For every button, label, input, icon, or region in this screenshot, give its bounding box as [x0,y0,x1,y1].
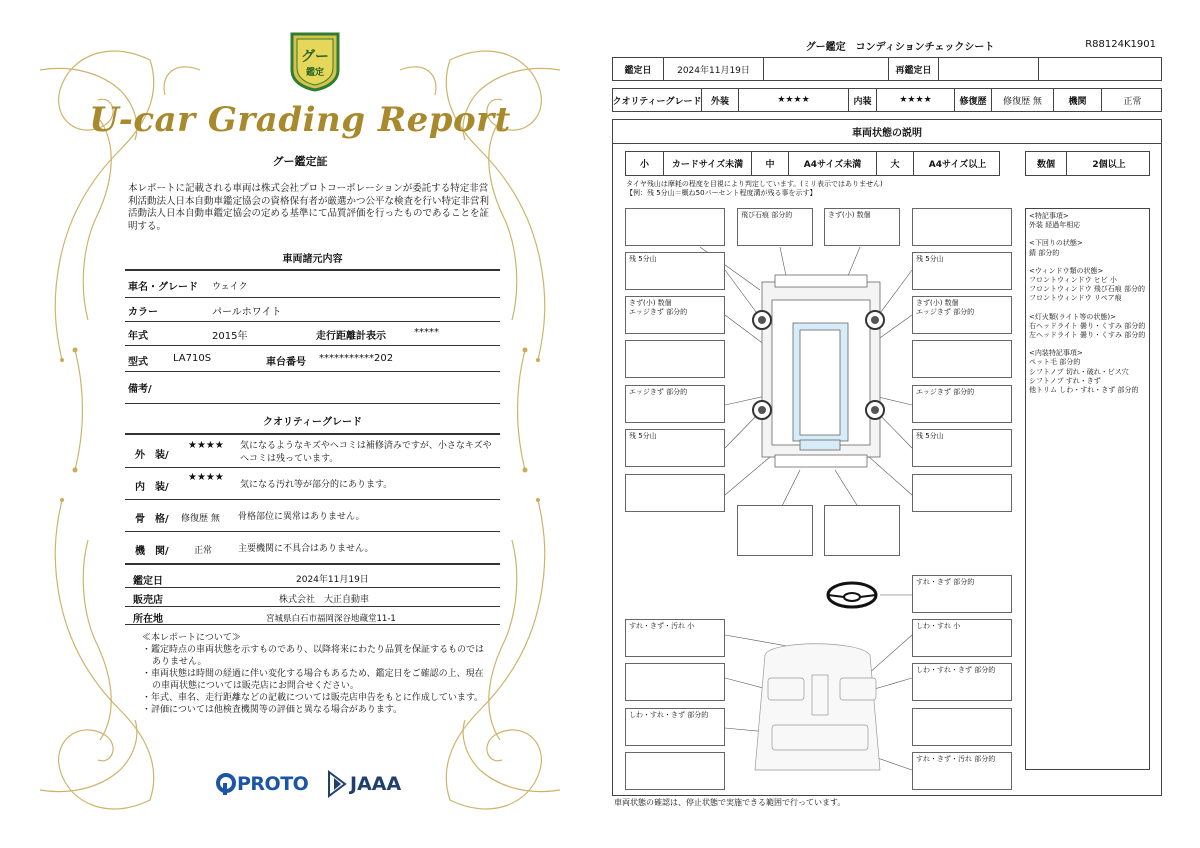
engine-label: 機 関/ [135,546,169,557]
label-box: すれ・きず・汚れ 小 [625,619,725,657]
interior-note: シフトノブ すれ・きず [1029,376,1101,385]
blank-cell [1038,58,1163,80]
interior-heading: <内装特記事項> [1029,349,1083,358]
sheet-title: グー鑑定 コンディションチェックシート [805,42,995,53]
frame-label: 骨 格/ [135,514,169,525]
label-box: すれ・きず 部分的 [912,575,1012,613]
label-box: 残 5分山 [912,252,1012,290]
label-box [625,208,725,246]
interior-note: シフトノブ 切れ・破れ・ビス穴 [1029,367,1129,376]
mileage-label: 走行距離計表示 [316,331,386,342]
chassis-value: ***********202 [319,353,394,364]
divider [125,587,500,588]
repair-history-label: 修復歴 [954,89,991,111]
divider [125,531,500,532]
size-mid-desc: A4サイズ未満 [788,152,876,175]
repair-history-value: 修復歴 無 [991,89,1053,111]
exterior-stars: ★★★★ [188,440,224,451]
note-item: ・鑑定時点の車両状態を示すものであり、以降将来にわたり品質を保証するものではありません。 [142,645,485,667]
certificate-intro: 本レポートに記載される車両は株式会社プロトコーポレーションが委託する特定非営利活動法人日本自動車鑑定協会の資格保有者が厳選かつ公平な検査を行い特定非営利活動法人日本自動車鑑定協会の定める基準にて品質評価を行ったものであることを証明する。 [128,183,490,232]
label-box [625,340,725,378]
interior-grade: ★★★★ [876,89,954,111]
size-large-label: 大 [876,152,913,175]
label-box [625,752,725,790]
divider [125,403,500,404]
location-value: 宮城県白石市福岡深谷地蔵堂11-1 [266,614,396,624]
vehicle-condition-title: 車両状態の説明 [612,119,1162,144]
note-item: ・車両状態は時間の経過に伴い変化する場合もあるため、鑑定日をご確認の上、現在の車両状態については販売店にお問合せください。 [142,669,484,691]
count-legend [1025,151,1150,176]
tire-note: タイヤ残山は摩耗の程度を目視により判定しています。(ミリ表示ではありません) [626,180,883,188]
exterior-description: 気になるようなキズやヘコミは補修済みですが、小さなキズやヘコミは残っています。 [240,441,492,464]
label-box: すれ・きず・汚れ 部分的 [912,752,1012,790]
label-box: しわ・すれ・きず 部分的 [912,663,1012,701]
size-legend [625,151,1000,176]
divider [125,345,500,346]
label-box [625,474,725,512]
goo-appraisal-badge-icon [288,30,342,92]
interior-label: 内装 [848,89,876,111]
windows-heading: <ウィンドウ類の状態> [1029,266,1104,275]
divider [125,467,500,468]
interior-description: 気になる汚れ等が部分的にあります。 [240,480,393,490]
label-box [912,340,1012,378]
divider [125,371,500,372]
interior-label: 内 装/ [135,482,169,493]
sheet-id: R88124K1901 [1085,39,1156,50]
engine-description: 主要機関に不具合はありません。 [238,544,374,554]
interior-note: 他トリム しわ・すれ・きず 部分的 [1029,386,1139,395]
color-value: パールホワイト [212,307,282,318]
quality-heading: クオリティーグレード [263,417,362,428]
special-note: 外装 経過年相応 [1029,221,1081,230]
report-script-title: U-car Grading Report [89,100,511,140]
inspection-date-value: 2024年11月19日 [663,58,763,80]
notes-title: ≪本レポートについて≫ [142,633,241,643]
size-small-label: 小 [639,160,649,170]
count-label: 数個 [1036,160,1055,170]
mileage-value: ***** [414,327,439,338]
frame-description: 骨格部位に異常はありません。 [238,512,365,522]
windows-note: フロントウィンドウ 飛び石痕 部分的 [1029,285,1146,294]
windows-note: フロントウィンドウ ヒビ 小 [1029,276,1118,285]
model-label: 型式 [128,357,148,368]
divider [125,297,500,298]
underbody-heading: <下回りの状態> [1029,239,1083,248]
reinspection-date-value [938,58,1038,80]
size-mid-label: 中 [751,152,788,175]
label-box: しわ・すれ・きず 部分的 [625,708,725,746]
logos [215,770,415,800]
chassis-label: 車台番号 [266,357,306,368]
label-box [912,708,1012,746]
frame-value: 修復歴 無 [181,514,220,524]
lights-note: 左ヘッドライト 曇り・くすみ 部分的 [1029,331,1146,340]
blank-cell [763,58,888,80]
divider [125,269,500,271]
label-box [824,505,900,556]
inspection-date-label: 鑑定日 [624,65,652,76]
svg-text:グー: グー [301,49,329,65]
label-box: 残 5分山 [625,429,725,467]
label-box [625,663,725,701]
note-item: ・評価については他検査機関等の評価と異なる場合があります。 [142,705,403,715]
divider [125,624,500,625]
divider [125,499,500,500]
proto-logo-text: PROTO [237,773,309,795]
label-box: 飛び石痕 部分的 [737,208,813,246]
engine-value: 正常 [194,546,213,556]
jaaa-logo-text: JAAA [350,773,402,795]
footer-note: 車両状態の確認は、停止状態で実施できる範囲で行っています。 [614,798,846,807]
label-box: エッジきず 部分的 [912,385,1012,423]
label-box: きず(小) 数個 [824,208,900,246]
exterior-grade: ★★★★ [738,89,848,111]
size-large-desc: A4サイズ以上 [913,152,1001,175]
tire-note-example: 【例：残 5分山＝概ね50パーセント程度溝が残る事を示す】 [626,189,817,197]
special-notes-panel [1025,208,1150,770]
underbody-note: 錆 部分的 [1029,248,1060,257]
report-notes [142,632,492,716]
year-label: 年式 [128,331,148,342]
label-box [912,208,1012,246]
label-box: きず(小) 数個 エッジきず 部分的 [912,296,1012,334]
inspection-date-row [612,57,1162,81]
car-name-value: ウェイク [212,282,248,292]
interior-note: ペット毛 部分的 [1029,358,1081,367]
label-box: エッジきず 部分的 [625,385,725,423]
divider [125,321,500,322]
label-box [912,474,1012,512]
date-label: 鑑定日 [133,576,163,587]
quality-grade-label: クオリティーグレード [612,96,702,107]
divider [125,606,500,607]
exterior-label: 外 装/ [135,450,169,461]
divider [125,433,500,435]
exterior-label: 外装 [701,89,738,111]
reinspection-date-label: 再鑑定日 [888,58,938,80]
engine-value: 正常 [1101,89,1163,111]
specs-heading: 車両諸元内容 [282,254,343,265]
label-box: 残 5分山 [625,252,725,290]
note-item: ・年式、車名、走行距離などの記載については販売店申告をもとに作成しています。 [142,693,484,703]
size-small-desc: カードサイズ未満 [663,152,751,175]
label-box: きず(小) 数個 エッジきず 部分的 [625,296,725,334]
color-label: カラー [128,307,158,318]
car-name-label: 車名・グレード [128,282,198,293]
dealer-label: 販売店 [133,595,163,606]
proto-logo-icon [215,772,237,796]
windows-note: フロントウィンドウ リペア痕 [1029,294,1122,303]
count-desc: 2個以上 [1066,152,1151,175]
location-label: 所在地 [133,614,163,625]
interior-stars: ★★★★ [188,472,224,483]
lights-note: 右ヘッドライト 曇り・くすみ 部分的 [1029,321,1146,330]
steering-wheel-icon [828,583,876,607]
svg-text:鑑定: 鑑定 [305,68,325,78]
dealer-value: 株式会社 大正自動車 [279,595,370,605]
engine-label: 機関 [1053,89,1101,111]
label-box: しわ・すれ 小 [912,619,1012,657]
divider [125,563,500,565]
certificate-title: グー鑑定証 [272,155,328,168]
date-value: 2024年11月19日 [296,575,369,585]
special-notes-heading: <特記事項> [1029,212,1069,220]
remarks-label: 備考/ [128,384,152,395]
model-value: LA710S [173,353,212,364]
quality-grade-row [612,88,1162,112]
jaaa-logo-icon [327,770,347,798]
lights-heading: <灯火類(ライト等の状態)> [1029,312,1116,321]
label-box [737,505,813,556]
label-box: 残 5分山 [912,429,1012,467]
year-value: 2015年 [212,331,248,342]
